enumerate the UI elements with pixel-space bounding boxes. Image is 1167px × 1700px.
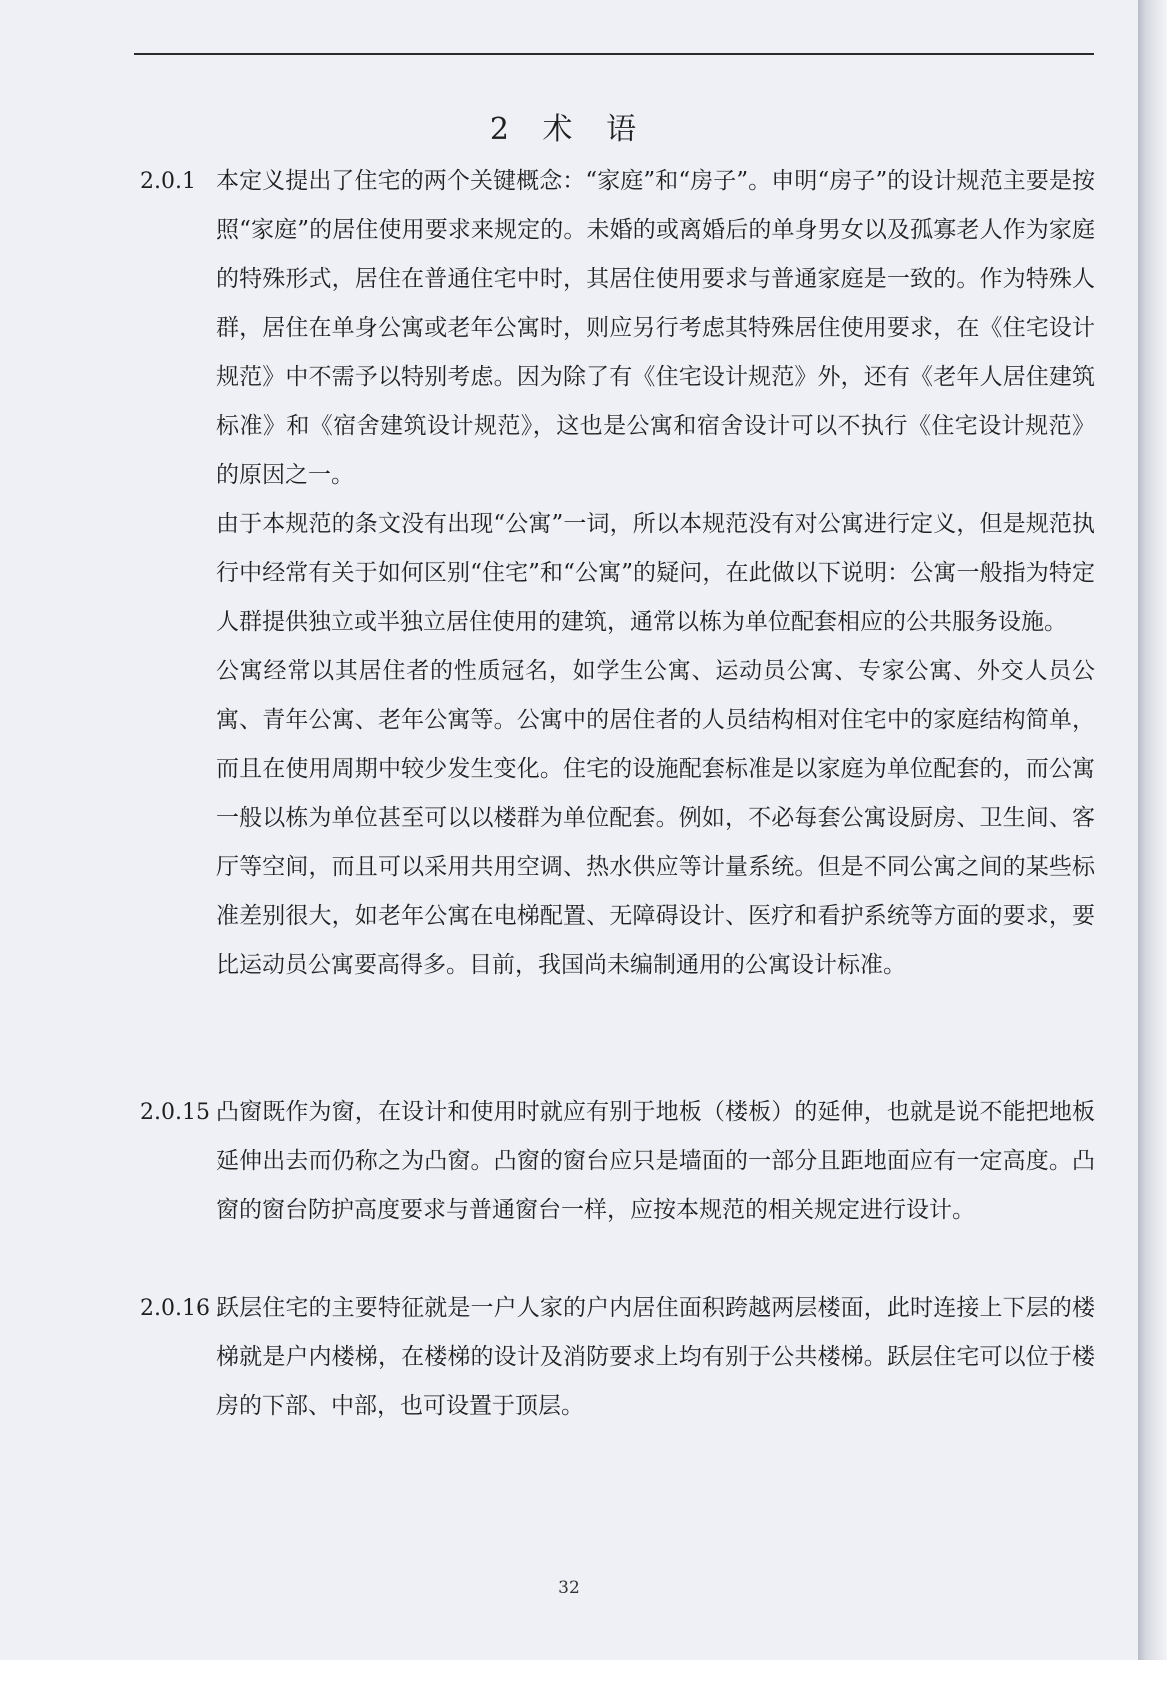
clause-paragraph: 本定义提出了住宅的两个关键概念：“家庭”和“房子”。申明“房子”的设计规范主要是按照“家庭”的居住使用要求来规定的。未婚的或离婚后的单身男女以及孤寡老人作为家庭的特殊形式，居住在普通住宅中时，其居住使用要求与普通家庭是一致的。作为特殊人群，居住在单身公寓或老年公寓时，则应另行考虑其特殊居住使用要求，在《住宅设计规范》中不需予以特别考虑。因为除了有《住宅设计规范》外，还有《老年人居住建筑标准》和《宿舍建筑设计规范》，这也是公寓和宿舍设计可以不执行《住宅设计规范》的原因之一。 — [216, 168, 1095, 488]
clause-number: 2.0.15 — [140, 1100, 210, 1125]
scan-margin — [0, 1660, 1167, 1700]
section-title: 2 术 语 — [489, 112, 649, 147]
page-number: 32 — [558, 1578, 580, 1598]
page-edge-shadow — [1138, 0, 1167, 1660]
clause-number: 2.0.1 — [140, 169, 196, 194]
clause-2-0-15 — [140, 1088, 1095, 1235]
clause-2-0-1 — [140, 157, 1095, 990]
clause-paragraph: 由于本规范的条文没有出现“公寓”一词，所以本规范没有对公寓进行定义，但是规范执行中经常有关于如何区别“住宅”和“公寓”的疑问，在此做以下说明：公寓一般指为特定人群提供独立或半独立居住使用的建筑，通常以栋为单位配套相应的公共服务设施。 — [216, 511, 1095, 635]
clause-2-0-16 — [140, 1284, 1095, 1431]
clause-paragraph: 跃层住宅的主要特征就是一户人家的户内居住面积跨越两层楼面，此时连接上下层的楼梯就是户内楼梯，在楼梯的设计及消防要求上均有别于公共楼梯。跃层住宅可以位于楼房的下部、中部，也可设置于顶层。 — [216, 1295, 1095, 1419]
clause-paragraph: 凸窗既作为窗，在设计和使用时就应有别于地板（楼板）的延伸，也就是说不能把地板延伸出去而仍称之为凸窗。凸窗的窗台应只是墙面的一部分且距地面应有一定高度。凸窗的窗台防护高度要求与普通窗台一样，应按本规范的相关规定进行设计。 — [216, 1099, 1095, 1223]
clause-paragraph: 公寓经常以其居住者的性质冠名，如学生公寓、运动员公寓、专家公寓、外交人员公寓、青年公寓、老年公寓等。公寓中的居住者的人员结构相对住宅中的家庭结构简单，而且在使用周期中较少发生变化。住宅的设施配套标准是以家庭为单位配套的，而公寓一般以栋为单位甚至可以以楼群为单位配套。例如，不必每套公寓设厨房、卫生间、客厅等空间，而且可以采用共用空调、热水供应等计量系统。但是不同公寓之间的某些标准差别很大，如老年公寓在电梯配置、无障碍设计、医疗和看护系统等方面的要求，要比运动员公寓要高得多。目前，我国尚未编制通用的公寓设计标准。 — [216, 658, 1095, 978]
header-rule — [134, 53, 1094, 55]
clause-number: 2.0.16 — [140, 1296, 210, 1321]
